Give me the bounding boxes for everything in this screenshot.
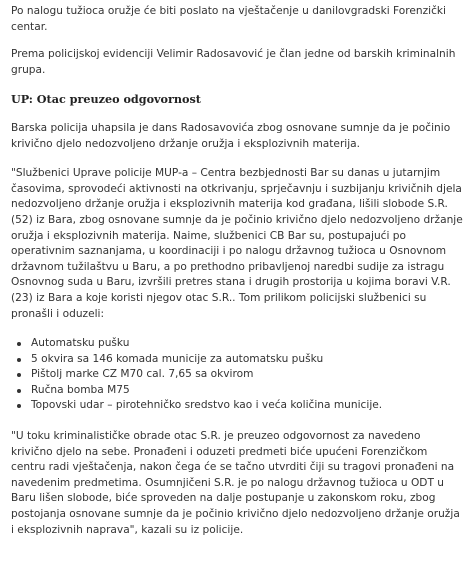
list-item: Ručna bomba M75 <box>29 383 464 399</box>
seized-items-list <box>11 336 464 414</box>
list-item: 5 okvira sa 146 komada municije za automatsku pušku <box>29 352 464 368</box>
paragraph-forensic-center: Po nalogu tužioca oružje će biti poslato na vještačenje u danilovgradski Forenzički centar. <box>11 5 447 33</box>
list-item: Automatsku pušku <box>29 336 464 352</box>
paragraph-police-statement: "Službenici Uprave policije MUP-a – Centra bezbjednosti Bar su danas u jutarnjim časovima, sprovodeći aktivnosti na otkrivanju, sprječavnju i suzbijanju krivičnih djela nedozvoljeno držanje oružja i eksplozivnih materija kod građana, lišili slobode S.R. (52) iz Bara, zbog osnovane sumnje da je počinio krivično djelo nedozvoljeno držanje oružja i eksplozivnih materija. Naime, službenici CB Bar su, postupajući po operativnim saznanjama, u koordinaciji i po nalogu državnog tužioca u Osnovnom državnom tužilaštvu u Baru, a po prethodno pribavljenoj naredbi sudije za istragu Osnovnog suda u Baru, izvršili pretres stana i drugih prostorija u kojima boravi V.R. (23) iz Bara a koje koristi njegov otac S.R.. Tom prilikom policijski službenici su pronašli i oduzeli: <box>11 167 463 320</box>
section-heading: UP: Otac preuzeo odgovornost <box>11 92 201 107</box>
paragraph-arrest: Barska policija uhapsila je dans Radosavovića zbog osnovane sumnje da je počinio krivično djelo nedozvoljeno držanje oružja i eksplozivnih materija. <box>11 121 451 150</box>
list-item: Topovski udar – pirotehničko sredstvo kao i veća količina municije. <box>29 398 464 414</box>
list-item: Pištolj marke CZ M70 cal. 7,65 sa okvirom <box>29 367 464 383</box>
paragraph-father-responsibility: "U toku kriminalističke obrade otac S.R. je preuzeo odgovornost za navedeno krivično djelo na sebe. Pronađeni i oduzeti predmeti biće upućeni Forenzičkom centru radi vještačenja, nakon čega će se tačno utvrditi čiji su tragovi pronađeni na navedenim predmetima. Osumnjičeni S.R. je po nalogu državnog tužioca u ODT u Baru lišen slobode, biće sproveden na dalje postupanje u zakonskom roku, zbog postojanja osnovane sumnje da je počinio krivično djelo nedozvoljeno držanje oružja i eksplozivnih naprava", kazali su iz policije. <box>11 430 460 536</box>
paragraph-police-record: Prema policijskoj evidenciji Velimir Radosavović je član jedne od barskih kriminalnih grupa. <box>11 48 456 76</box>
